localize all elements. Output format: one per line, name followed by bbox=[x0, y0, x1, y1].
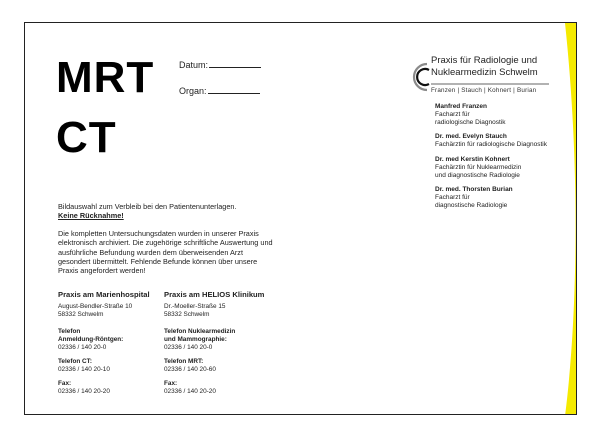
location-street: August-Bendler-Straße 10 bbox=[58, 303, 133, 310]
location-address bbox=[164, 303, 284, 319]
doctor-title-line: Facharzt für bbox=[435, 110, 470, 118]
location-city: 58332 Schwelm bbox=[164, 311, 210, 318]
phone-block bbox=[164, 358, 284, 374]
phone-block bbox=[58, 328, 168, 352]
notice-line: Bildauswahl zum Verbleib bei den Patientenunterlagen. bbox=[58, 202, 237, 211]
phone-block bbox=[164, 328, 284, 352]
organ-label: Organ: bbox=[179, 86, 207, 96]
location-address bbox=[58, 303, 168, 319]
location-name: Praxis am HELIOS Klinikum bbox=[164, 290, 265, 299]
phone-label: Telefon Nuklearmedizin bbox=[164, 328, 236, 335]
fax-block bbox=[164, 380, 284, 396]
fax-number: 02336 / 140 20-20 bbox=[164, 388, 216, 395]
location-name: Praxis am Marienhospital bbox=[58, 290, 150, 299]
doctor-entry bbox=[435, 186, 570, 209]
phone-label: und Mammographie: bbox=[164, 336, 227, 343]
doctor-entry bbox=[435, 156, 570, 179]
doctor-title-line: Fachärztin für radiologische Diagnostik bbox=[435, 141, 547, 149]
date-blank-line[interactable] bbox=[209, 60, 261, 68]
doctor-list bbox=[435, 103, 570, 217]
no-return-warning: Keine Rücknahme! bbox=[58, 211, 124, 221]
doctor-title-line: Fachärztin für Nuklearmedizin bbox=[435, 163, 522, 171]
patient-notice bbox=[58, 202, 273, 284]
fax-number: 02336 / 140 20-20 bbox=[58, 388, 110, 395]
brand-doctor-names: Franzen | Stauch | Kohnert | Burian bbox=[431, 87, 537, 94]
date-field bbox=[179, 60, 261, 70]
modality-ct: CT bbox=[56, 113, 117, 162]
phone-label: Telefon CT: bbox=[58, 358, 92, 365]
location-street: Dr.-Moeller-Straße 15 bbox=[164, 303, 226, 310]
doctor-name: Dr. med Kerstin Kohnert bbox=[435, 155, 510, 163]
date-label: Datum: bbox=[179, 60, 209, 70]
notice-paragraph: Die kompletten Untersuchungsdaten wurden in unserer Praxis elektronisch archiviert. Die zugehörige schriftliche Auswertung und ausführliche Befundung wurden dem überweisenden Arzt gesondert übermittelt. Fehlende Befunde können über unsere Praxis angefordert werden! bbox=[58, 228, 273, 276]
brand-line-2: Nuklearmedizin Schwelm bbox=[431, 67, 538, 78]
organ-blank-line[interactable] bbox=[208, 86, 260, 94]
doctor-name: Dr. med. Evelyn Stauch bbox=[435, 133, 507, 141]
modality-mrt: MRT bbox=[56, 53, 155, 102]
doctor-name: Manfred Franzen bbox=[435, 103, 488, 110]
location-city: 58332 Schwelm bbox=[58, 311, 104, 318]
report-sheet bbox=[24, 22, 577, 415]
doctor-title-line: Facharzt für bbox=[435, 194, 470, 202]
phone-number: 02336 / 140 20-0 bbox=[58, 344, 107, 351]
doctor-name: Dr. med. Thorsten Burian bbox=[435, 186, 513, 194]
doctor-title-line: und diagnostische Radiologie bbox=[435, 171, 520, 179]
doctor-entry bbox=[435, 103, 570, 126]
phone-label: Telefon MRT: bbox=[164, 358, 204, 365]
doctor-entry bbox=[435, 133, 570, 149]
practice-brand bbox=[431, 55, 538, 97]
phone-label: Anmeldung-Röntgen: bbox=[58, 336, 124, 343]
phone-label: Telefon bbox=[58, 328, 81, 335]
fax-label: Fax: bbox=[164, 380, 178, 387]
location-marienhospital bbox=[58, 290, 168, 402]
phone-block bbox=[58, 358, 168, 374]
fax-label: Fax: bbox=[58, 380, 72, 387]
phone-number: 02336 / 140 20-10 bbox=[58, 366, 110, 373]
brand-line-1: Praxis für Radiologie und bbox=[431, 55, 538, 66]
doctor-title-line: diagnostische Radiologie bbox=[435, 201, 508, 209]
doctor-title-line: radiologische Diagnostik bbox=[435, 118, 506, 126]
organ-field bbox=[179, 86, 260, 96]
fax-block bbox=[58, 380, 168, 396]
phone-number: 02336 / 140 20-0 bbox=[164, 344, 213, 351]
location-helios-klinikum bbox=[164, 290, 284, 402]
phone-number: 02336 / 140 20-60 bbox=[164, 366, 216, 373]
